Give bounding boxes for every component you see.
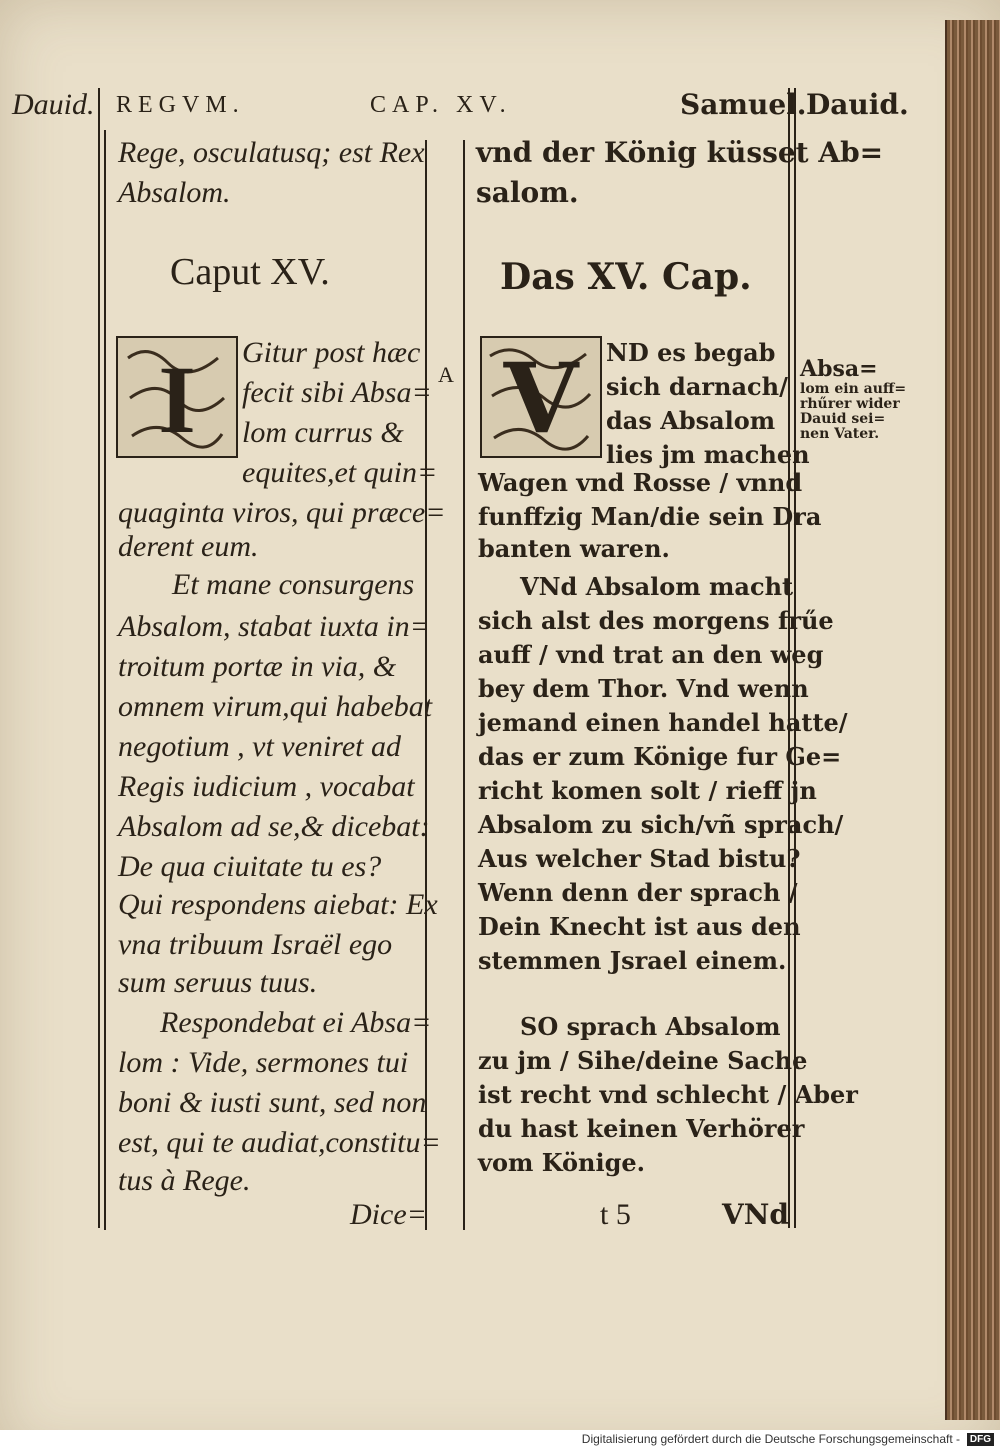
german-line: ist recht vnd schlecht / Aber [478, 1080, 858, 1109]
latin-line: sum seruus tuus. [118, 966, 318, 999]
german-line: Absalom zu sich/vñ sprach/ [478, 810, 844, 839]
german-line: Wagen vnd Rosse / vnnd [478, 468, 803, 497]
section-letter: A [438, 362, 454, 387]
latin-line: Absalom ad se,& dicebat: [118, 810, 430, 843]
rule-latin-left [104, 130, 106, 1230]
running-head-outer-left: Dauid. [12, 88, 95, 121]
latin-carryover-line: Rege, osculatusq; est Rex [118, 136, 425, 169]
running-head-chapter: CAP. XV. [370, 92, 512, 118]
german-line: banten waren. [478, 534, 670, 563]
marginal-note-line: Absa= [800, 356, 878, 382]
latin-line: troitum portæ in via, & [118, 650, 397, 683]
german-carryover-line: vnd der König küsset Ab= [476, 136, 884, 169]
german-line: funffzig Man/die sein Dra [478, 502, 822, 531]
latin-line: equites,et quin= [242, 456, 438, 489]
latin-decorated-initial [116, 336, 238, 458]
latin-catchword: Dice= [350, 1198, 427, 1231]
german-line: auff / vnd trat an den weg [478, 640, 824, 669]
latin-initial-letter: I [158, 346, 196, 453]
latin-line: Et mane consurgens [172, 568, 415, 601]
latin-carryover-line: Absalom. [118, 176, 231, 209]
marginal-note-line: rhűrer wider [800, 396, 900, 412]
marginal-note [800, 356, 906, 442]
rule-german-left [463, 140, 465, 1230]
latin-line: Gitur post hæc [242, 336, 421, 369]
latin-chapter-heading: Caput XV. [170, 251, 330, 293]
german-line: Dein Knecht ist aus den [478, 912, 801, 941]
german-line: stemmen Jsrael einem. [478, 946, 787, 975]
latin-line: negotium , vt veniret ad [118, 730, 401, 763]
latin-line: omnem virum,qui habebat [118, 690, 433, 723]
footer-credit: Digitalisierung gefördert durch die Deutsche Forschungsgemeinschaft - [581, 1432, 960, 1446]
german-line: jemand einen handel hatte/ [478, 708, 848, 737]
german-line: Aus welcher Stad bistu? [478, 844, 801, 873]
latin-line: fecit sibi Absa= [242, 376, 432, 409]
german-line: ND es begab [606, 338, 776, 367]
german-carryover-line: salom. [476, 176, 579, 209]
german-line: sich darnach/ [606, 372, 788, 401]
latin-line: lom : Vide, sermones tui [118, 1046, 409, 1079]
marginal-note-line: Dauid sei= [800, 411, 886, 427]
german-line: richt komen solt / rieff jn [478, 776, 817, 805]
running-head-outer-right: Dauid. [806, 88, 909, 121]
german-line: das er zum Könige fur Ge= [478, 742, 842, 771]
latin-line: lom currus & [242, 416, 404, 449]
german-line: du hast keinen Verhörer [478, 1114, 805, 1143]
page-fore-edge [945, 20, 1000, 1420]
german-line: zu jm / Sihe/deine Sache [478, 1046, 808, 1075]
latin-line: est, qui te audiat,constitu= [118, 1126, 441, 1159]
german-line: das Absalom [606, 406, 776, 435]
rule-left-outer [98, 88, 100, 1228]
german-line: lies jm machen [606, 440, 810, 469]
latin-line: derent eum. [118, 530, 259, 563]
running-head-book: REGVM. [116, 92, 245, 118]
signature-mark: t 5 [600, 1198, 631, 1231]
german-decorated-initial [480, 336, 602, 458]
latin-line: tus à Rege. [118, 1164, 251, 1197]
german-line: SO sprach Absalom [520, 1012, 781, 1041]
german-catchword: VNd [722, 1198, 789, 1231]
latin-line: boni & iusti sunt, sed non [118, 1086, 427, 1119]
rule-latin-right [425, 140, 427, 1230]
latin-line: Respondebat ei Absa= [160, 1006, 432, 1039]
german-line: vom Könige. [478, 1148, 646, 1177]
german-chapter-heading: Das XV. Cap. [500, 256, 752, 298]
german-line: Wenn denn der sprach / [478, 878, 798, 907]
dfg-logo: DFG [967, 1433, 994, 1446]
latin-line: De qua ciuitate tu es? [118, 850, 382, 883]
marginal-note-line: nen Vater. [800, 426, 880, 442]
german-initial-letter: V [503, 342, 579, 455]
latin-line: vna tribuum Israël ego [118, 928, 393, 961]
german-line: VNd Absalom macht [520, 572, 794, 601]
latin-line: Qui respondens aiebat: Ex [118, 888, 438, 921]
german-line: bey dem Thor. Vnd wenn [478, 674, 809, 703]
latin-line: Absalom, stabat iuxta in= [118, 610, 430, 643]
marginal-note-line: lom ein auff= [800, 381, 907, 397]
german-line: sich alst des morgens frűe [478, 606, 834, 635]
latin-line: Regis iudicium , vocabat [118, 770, 415, 803]
latin-line: quaginta viros, qui præce= [118, 496, 446, 529]
running-head-samuel: Samuel. [680, 88, 807, 121]
